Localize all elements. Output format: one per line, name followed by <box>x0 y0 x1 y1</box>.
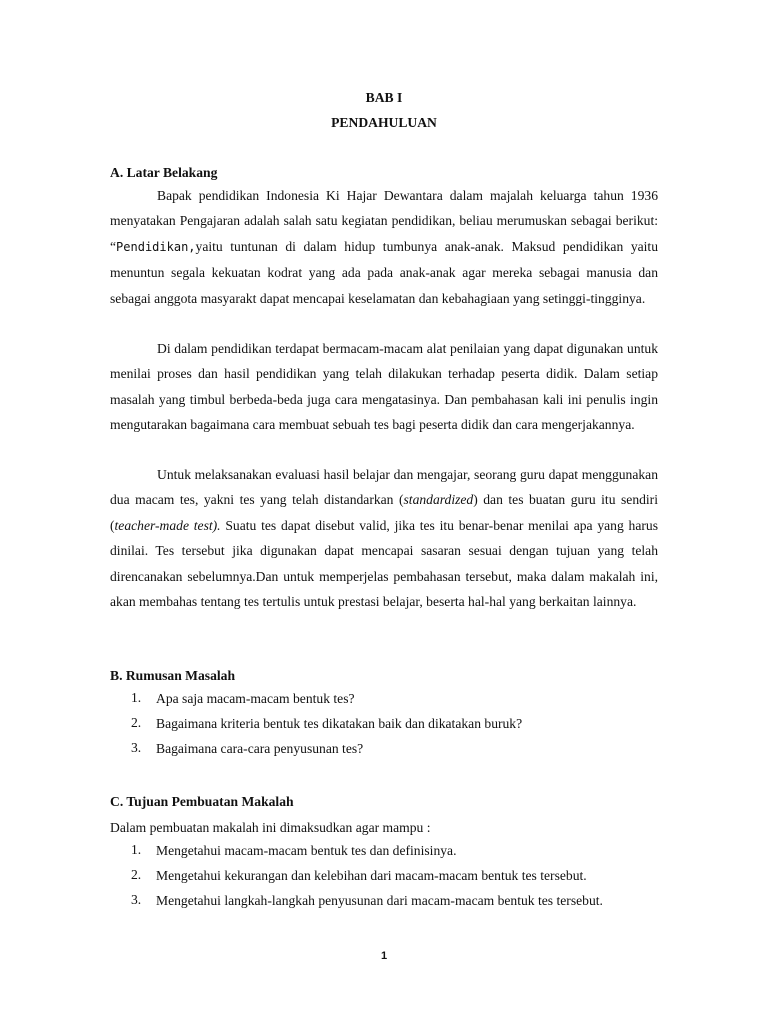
page-number: 1 <box>380 950 388 962</box>
list-item: 2. Mengetahui kekurangan dan kelebihan dari macam-macam bentuk tes tersebut. <box>131 867 587 883</box>
section-b-heading: B. Rumusan Masalah <box>110 668 236 683</box>
section-c-heading: C. Tujuan Pembuatan Makalah <box>110 794 294 809</box>
list-item: 1. Mengetahui macam-macam bentuk tes dan definisinya. <box>131 842 457 858</box>
paragraph-3: Untuk melaksanakan evaluasi hasil belajar dan mengajar, seorang guru dapat menggunakan dua macam tes, yakni tes yang telah distandarkan (standardized) dan tes buatan guru itu sendiri (teacher-made test). Suatu tes dapat disebut valid, jika tes itu benar-benar menilai apa yang harus dinilai. Tes tersebut jika digunakan dapat mencapai sasaran sesuai dengan tujuan yang telah direncanakan sebelumnya.Dan untuk memperjelas pembahasan tersebut, maka dalam makalah ini, akan membahas tentang tes tertulis untuk prestasi belajar, beserta hal-hal yang berkaitan lainnya. <box>110 467 658 610</box>
paragraph-1: Bapak pendidikan Indonesia Ki Hajar Dewantara dalam majalah keluarga tahun 1936 menyatakan Pengajaran adalah salah satu kegiatan pendidikan, beliau merumuskan sebagai berikut: “Pendidikan,yaitu tuntunan di dalam hidup tumbunya anak-anak. Maksud pendidikan yaitu menuntun segala kekuatan kodrat yang ada pada anak-anak agar mereka sebagai manusia dan sebagai anggota masyarakt dapat mencapai keselamatan dan kebahagiaan yang setinggi-tingginya. <box>110 188 658 306</box>
chapter-title: PENDAHULUAN <box>331 115 437 130</box>
list-item: 3. Mengetahui langkah-langkah penyusunan dari macam-macam bentuk tes tersebut. <box>131 892 603 908</box>
list-item: 3. Bagaimana cara-cara penyusunan tes? <box>131 740 364 756</box>
italic-term: teacher-made test). <box>114 517 221 533</box>
italic-term: standardized <box>403 492 474 508</box>
section-a-heading: A. Latar Belakang <box>110 165 218 180</box>
list-item: 2. Bagaimana kriteria bentuk tes dikatakan baik dan dikatakan buruk? <box>131 715 523 731</box>
handwritten-word: Pendidikan, <box>116 239 196 254</box>
paragraph-2: Di dalam pendidikan terdapat bermacam-macam alat penilaian yang dapat digunakan untuk menilai proses dan hasil pendidikan yang telah dilakukan terhadap peserta didik. Dalam setiap masalah yang timbul berbeda-beda juga cara mengatasinya. Dan pembahasan kali ini penulis ingin mengutarakan bagaimana cara membuat sebuah tes bagi peserta didik dan cara mengerjakannya. <box>110 341 658 433</box>
chapter-label: BAB I <box>365 90 403 105</box>
section-c-intro: Dalam pembuatan makalah ini dimaksudkan agar mampu : <box>110 820 431 835</box>
list-item: 1. Apa saja macam-macam bentuk tes? <box>131 690 355 706</box>
